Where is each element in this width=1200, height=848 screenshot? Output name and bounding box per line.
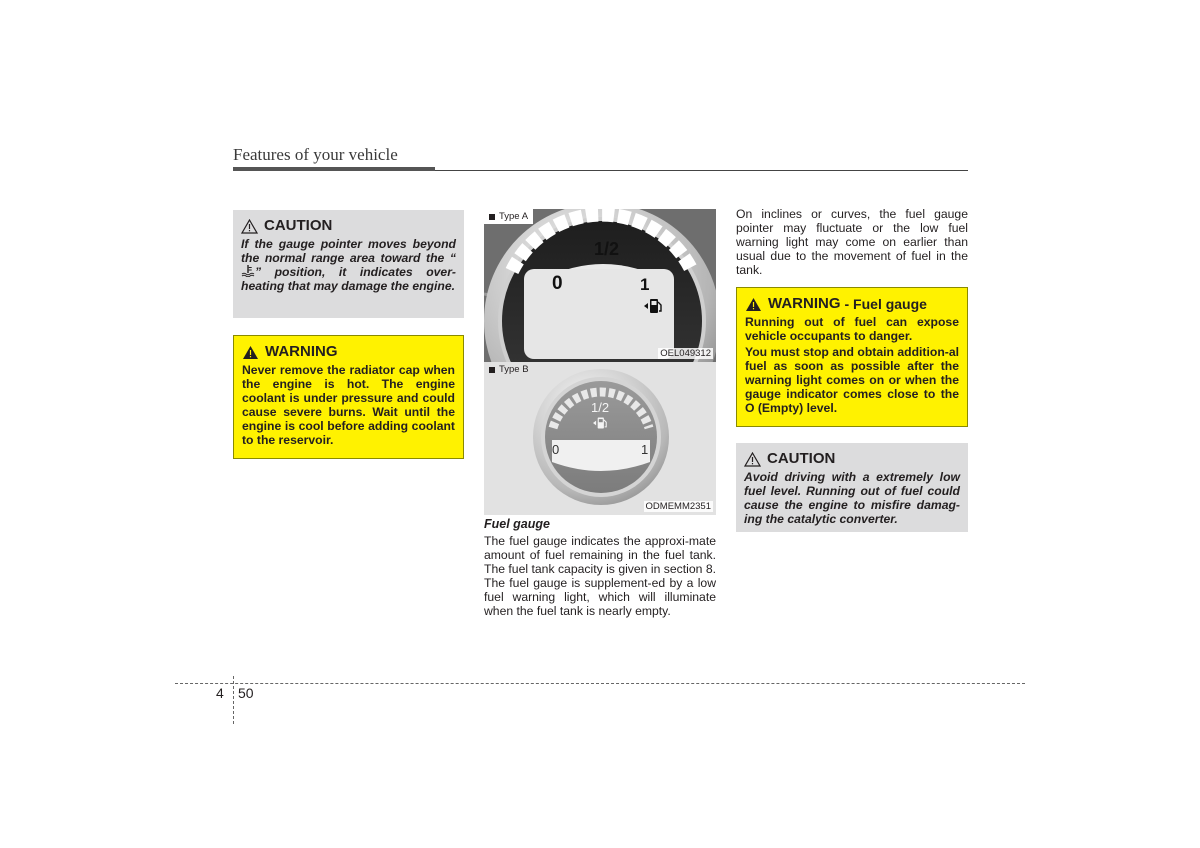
caution-box-coolant — [233, 210, 464, 318]
page-section-number: 4 — [216, 685, 224, 701]
gauge-b-full-mark: 1 — [641, 442, 649, 457]
figure-label-text: Type A — [499, 211, 529, 222]
gauge-a-full-mark: 1 — [640, 275, 650, 294]
footer-rule — [175, 683, 1025, 684]
fuel-gauge-figure-type-a — [484, 209, 716, 362]
warning-body: Never remove the radiator cap when the engine is hot. The engine coolant is under pressure and could cause severe burns. Wait until the engine is cool before adding coolant to the reservoir. — [242, 363, 455, 447]
fuel-pump-icon — [643, 297, 663, 315]
fuel-gauge-type-b-illustration — [484, 362, 716, 515]
figure-code: ODMEMM2351 — [645, 501, 711, 512]
square-bullet-icon — [489, 214, 495, 220]
figure-label-text: Type B — [499, 364, 529, 375]
warning-title — [745, 295, 959, 313]
warning-triangle-icon — [242, 345, 259, 360]
fuel-gauge-paragraph: The fuel gauge indicates the approxi-mate amount of fuel remaining in the fuel tank. The fuel tank capacity is given in section 8. The fuel gauge is supplement-ed by a low fuel warning light, which will illuminate when the fuel tank is nearly empty. — [484, 534, 716, 618]
caution-title-text: CAUTION — [767, 450, 836, 467]
figure-label — [484, 209, 533, 224]
warning-title — [242, 343, 455, 361]
caution-title-text: CAUTION — [264, 217, 333, 234]
warning-triangle-icon — [745, 297, 762, 312]
gauge-b-empty-mark: 0 — [552, 442, 560, 457]
caution-body: Avoid driving with a extremely low fuel level. Running out of fuel could cause the engine to misfire damag-ing the catalytic converter. — [744, 470, 960, 526]
fuel-gauge-type-a-illustration — [484, 209, 716, 362]
warning-body — [745, 315, 959, 415]
square-bullet-icon — [489, 367, 495, 373]
caution-body-part2: ” position, it indicates over-heating that may damage the engine. — [241, 265, 456, 293]
warning-title-text: WARNING — [265, 343, 338, 360]
header-rule-accent — [233, 167, 435, 171]
warning-subtitle: - Fuel gauge — [844, 296, 927, 312]
caution-box-low-fuel — [736, 443, 968, 532]
figure-label — [489, 364, 529, 375]
figure-code: OEL049312 — [660, 348, 711, 359]
warning-box-fuel-gauge — [736, 287, 968, 427]
caution-body — [241, 237, 456, 293]
caution-title — [744, 450, 960, 468]
gauge-a-half-mark: 1/2 — [594, 239, 620, 259]
caution-title — [241, 217, 456, 235]
warning-paragraph-2: You must stop and obtain addition-al fuel as soon as possible after the warning light comes on or when the gauge indicator comes close to the O (Empty) level. — [745, 345, 959, 415]
caution-triangle-icon — [241, 219, 258, 234]
incline-paragraph: On inclines or curves, the fuel gauge pointer may fluctuate or the low fuel warning light may come on earlier than usual due to the movement of fuel in the tank. — [736, 207, 968, 277]
fuel-gauge-figure-type-b — [484, 362, 716, 515]
gauge-a-empty-mark: 0 — [552, 273, 563, 294]
page-number: 50 — [238, 685, 254, 701]
footer-divider — [233, 676, 234, 724]
coolant-temperature-icon — [241, 265, 255, 277]
gauge-b-half-mark: 1/2 — [591, 400, 610, 415]
caution-triangle-icon — [744, 452, 761, 467]
caution-body-part1: If the gauge pointer moves beyond the normal range area toward the “ — [241, 237, 456, 265]
warning-title-text: WARNING — [768, 295, 841, 312]
warning-box-radiator — [233, 335, 464, 459]
fuel-gauge-caption: Fuel gauge — [484, 517, 550, 531]
fuel-pump-icon — [592, 416, 608, 430]
page-header-title: Features of your vehicle — [233, 145, 398, 164]
warning-paragraph-1: Running out of fuel can expose vehicle occupants to danger. — [745, 315, 959, 343]
